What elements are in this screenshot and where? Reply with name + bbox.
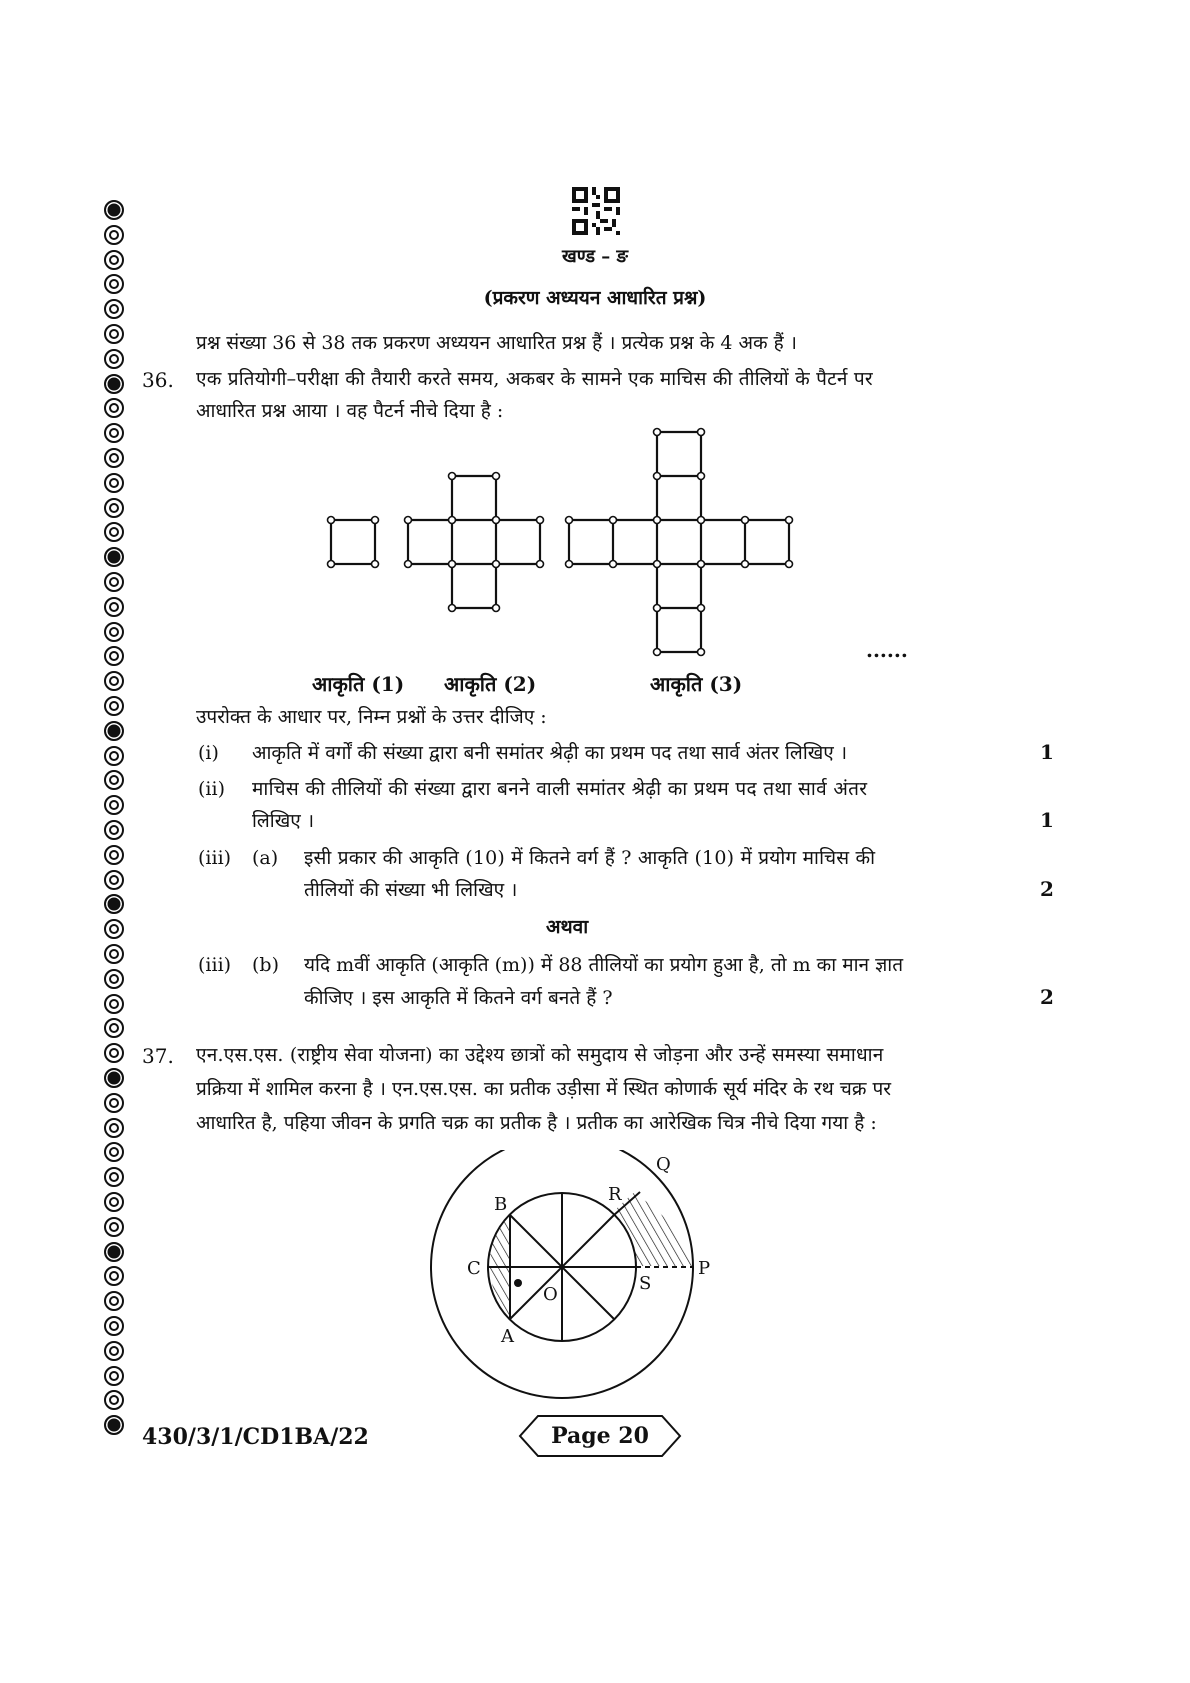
- label-q: Q: [656, 1154, 671, 1175]
- q36-part-iii-b-number: (iii): [198, 954, 232, 976]
- concentric-circle-icon: [104, 1167, 124, 1187]
- question-number-36: 36.: [142, 368, 174, 392]
- concentric-circle-icon: [104, 671, 124, 691]
- section-instruction: प्रश्न संख्या 36 से 38 तक प्रकरण अध्ययन आधारित प्रश्न हैं । प्रत्येक प्रश्न के 4 अक हैं ।: [196, 332, 797, 354]
- q36-part-iii-a-marks: 2: [1040, 877, 1054, 901]
- filled-circle-icon: [104, 1415, 124, 1435]
- figure-label-1: आकृति (1): [312, 672, 405, 696]
- concentric-circle-icon: [104, 944, 124, 964]
- q37-line3: आधारित है, पहिया जीवन के प्रगति चक्र का प्रतीक है । प्रतीक का आरेखिक चित्र नीचे दिया गया है :: [196, 1112, 877, 1134]
- concentric-circle-icon: [104, 225, 124, 245]
- label-r: R: [608, 1184, 622, 1205]
- q36-part-ii-number: (ii): [198, 778, 225, 800]
- q36-part-iii-b-marks: 2: [1040, 985, 1054, 1009]
- concentric-circle-icon: [104, 1142, 124, 1162]
- nss-wheel-diagram: [430, 1150, 730, 1400]
- concentric-circle-icon: [104, 1192, 124, 1212]
- q36-part-ii-line1: माचिस की तीलियों की संख्या द्वारा बनने वाली समांतर श्रेढ़ी का प्रथम पद तथा सार्व अंतर: [252, 778, 868, 800]
- figure-label-2: आकृति (2): [444, 672, 537, 696]
- concentric-circle-icon: [104, 845, 124, 865]
- concentric-circle-icon: [104, 746, 124, 766]
- q36-part-iii-a-sub: (a): [252, 847, 279, 869]
- page-number-badge: [518, 1414, 682, 1458]
- or-divider: अथवा: [546, 916, 589, 938]
- section-heading: खण्ड – ङ: [562, 246, 628, 267]
- filled-circle-icon: [104, 547, 124, 567]
- filled-circle-icon: [104, 374, 124, 394]
- concentric-circle-icon: [104, 1018, 124, 1038]
- section-subtitle: (प्रकरण अध्ययन आधारित प्रश्न): [483, 287, 707, 309]
- figure-ellipsis: ......: [866, 638, 908, 662]
- q36-part-iii-a-line2: तीलियों की संख्या भी लिखिए ।: [304, 879, 518, 901]
- label-a: A: [501, 1326, 514, 1347]
- qr-code-icon: [572, 187, 620, 235]
- concentric-circle-icon: [104, 795, 124, 815]
- concentric-circle-icon: [104, 1291, 124, 1311]
- filled-circle-icon: [104, 1068, 124, 1088]
- concentric-circle-icon: [104, 919, 124, 939]
- concentric-circle-icon: [104, 622, 124, 642]
- concentric-circle-icon: [104, 696, 124, 716]
- concentric-circle-icon: [104, 646, 124, 666]
- concentric-circle-icon: [104, 324, 124, 344]
- concentric-circle-icon: [104, 349, 124, 369]
- concentric-circle-icon: [104, 1217, 124, 1237]
- q36-part-iii-b-sub: (b): [252, 954, 279, 976]
- q36-part-iii-a-number: (iii): [198, 847, 232, 869]
- concentric-circle-icon: [104, 820, 124, 840]
- q36-part-iii-a-line1: इसी प्रकार की आकृति (10) में कितने वर्ग हैं ? आकृति (10) में प्रयोग माचिस की: [304, 847, 876, 869]
- concentric-circle-icon: [104, 597, 124, 617]
- q36-prompt: उपरोक्त के आधार पर, निम्न प्रश्नों के उत्तर दीजिए :: [196, 706, 547, 728]
- concentric-circle-icon: [104, 522, 124, 542]
- q36-part-i-marks: 1: [1040, 740, 1054, 764]
- concentric-circle-icon: [104, 1316, 124, 1336]
- concentric-circle-icon: [104, 473, 124, 493]
- question-number-37: 37.: [142, 1044, 174, 1068]
- q36-part-iii-b-line2: कीजिए । इस आकृति में कितने वर्ग बनते हैं ?: [304, 987, 613, 1009]
- filled-circle-icon: [104, 894, 124, 914]
- concentric-circle-icon: [104, 1366, 124, 1386]
- page-number: Page 20: [551, 1423, 649, 1449]
- concentric-circle-icon: [104, 423, 124, 443]
- q37-line1: एन.एस.एस. (राष्ट्रीय सेवा योजना) का उद्देश्य छात्रों को समुदाय से जोड़ना और उन्हें समस्या समाधान: [196, 1044, 884, 1066]
- q37-line2: प्रक्रिया में शामिल करना है । एन.एस.एस. का प्रतीक उड़ीसा में स्थित कोणार्क सूर्य मंदिर के रथ चक्र पर: [196, 1078, 892, 1100]
- filled-circle-icon: [104, 1242, 124, 1262]
- q36-intro-line1: एक प्रतियोगी–परीक्षा की तैयारी करते समय, अकबर के सामने एक माचिस की तीलियों के पैटर्न पर: [196, 368, 873, 390]
- concentric-circle-icon: [104, 448, 124, 468]
- concentric-circle-icon: [104, 498, 124, 518]
- concentric-circle-icon: [104, 1118, 124, 1138]
- q36-part-ii-marks: 1: [1040, 808, 1054, 832]
- q36-part-i-text: आकृति में वर्गों की संख्या द्वारा बनी समांतर श्रेढ़ी का प्रथम पद तथा सार्व अंतर लिखिए ।: [252, 742, 848, 764]
- concentric-circle-icon: [104, 1266, 124, 1286]
- concentric-circle-icon: [104, 1093, 124, 1113]
- paper-code: 430/3/1/CD1BA/22: [142, 1424, 369, 1450]
- q36-part-iii-b-line1: यदि mवीं आकृति (आकृति (m)) में 88 तीलियों का प्रयोग हुआ है, तो m का मान ज्ञात: [304, 954, 904, 976]
- filled-circle-icon: [104, 200, 124, 220]
- concentric-circle-icon: [104, 398, 124, 418]
- label-b: B: [494, 1194, 508, 1215]
- concentric-circle-icon: [104, 969, 124, 989]
- figure-label-3: आकृति (3): [650, 672, 743, 696]
- concentric-circle-icon: [104, 994, 124, 1014]
- concentric-circle-icon: [104, 1341, 124, 1361]
- q36-part-i-number: (i): [198, 742, 219, 764]
- q36-intro-line2: आधारित प्रश्न आया । वह पैटर्न नीचे दिया है :: [196, 400, 504, 422]
- q36-part-ii-line2: लिखिए ।: [252, 810, 315, 832]
- concentric-circle-icon: [104, 870, 124, 890]
- concentric-circle-icon: [104, 1043, 124, 1063]
- concentric-circle-icon: [104, 1390, 124, 1410]
- filled-circle-icon: [104, 721, 124, 741]
- label-s: S: [639, 1273, 652, 1294]
- label-c: C: [467, 1258, 481, 1279]
- label-o: O: [543, 1284, 558, 1305]
- matchstick-pattern-figure: [300, 420, 820, 660]
- concentric-circle-icon: [104, 770, 124, 790]
- concentric-circle-icon: [104, 572, 124, 592]
- label-p: P: [698, 1258, 711, 1279]
